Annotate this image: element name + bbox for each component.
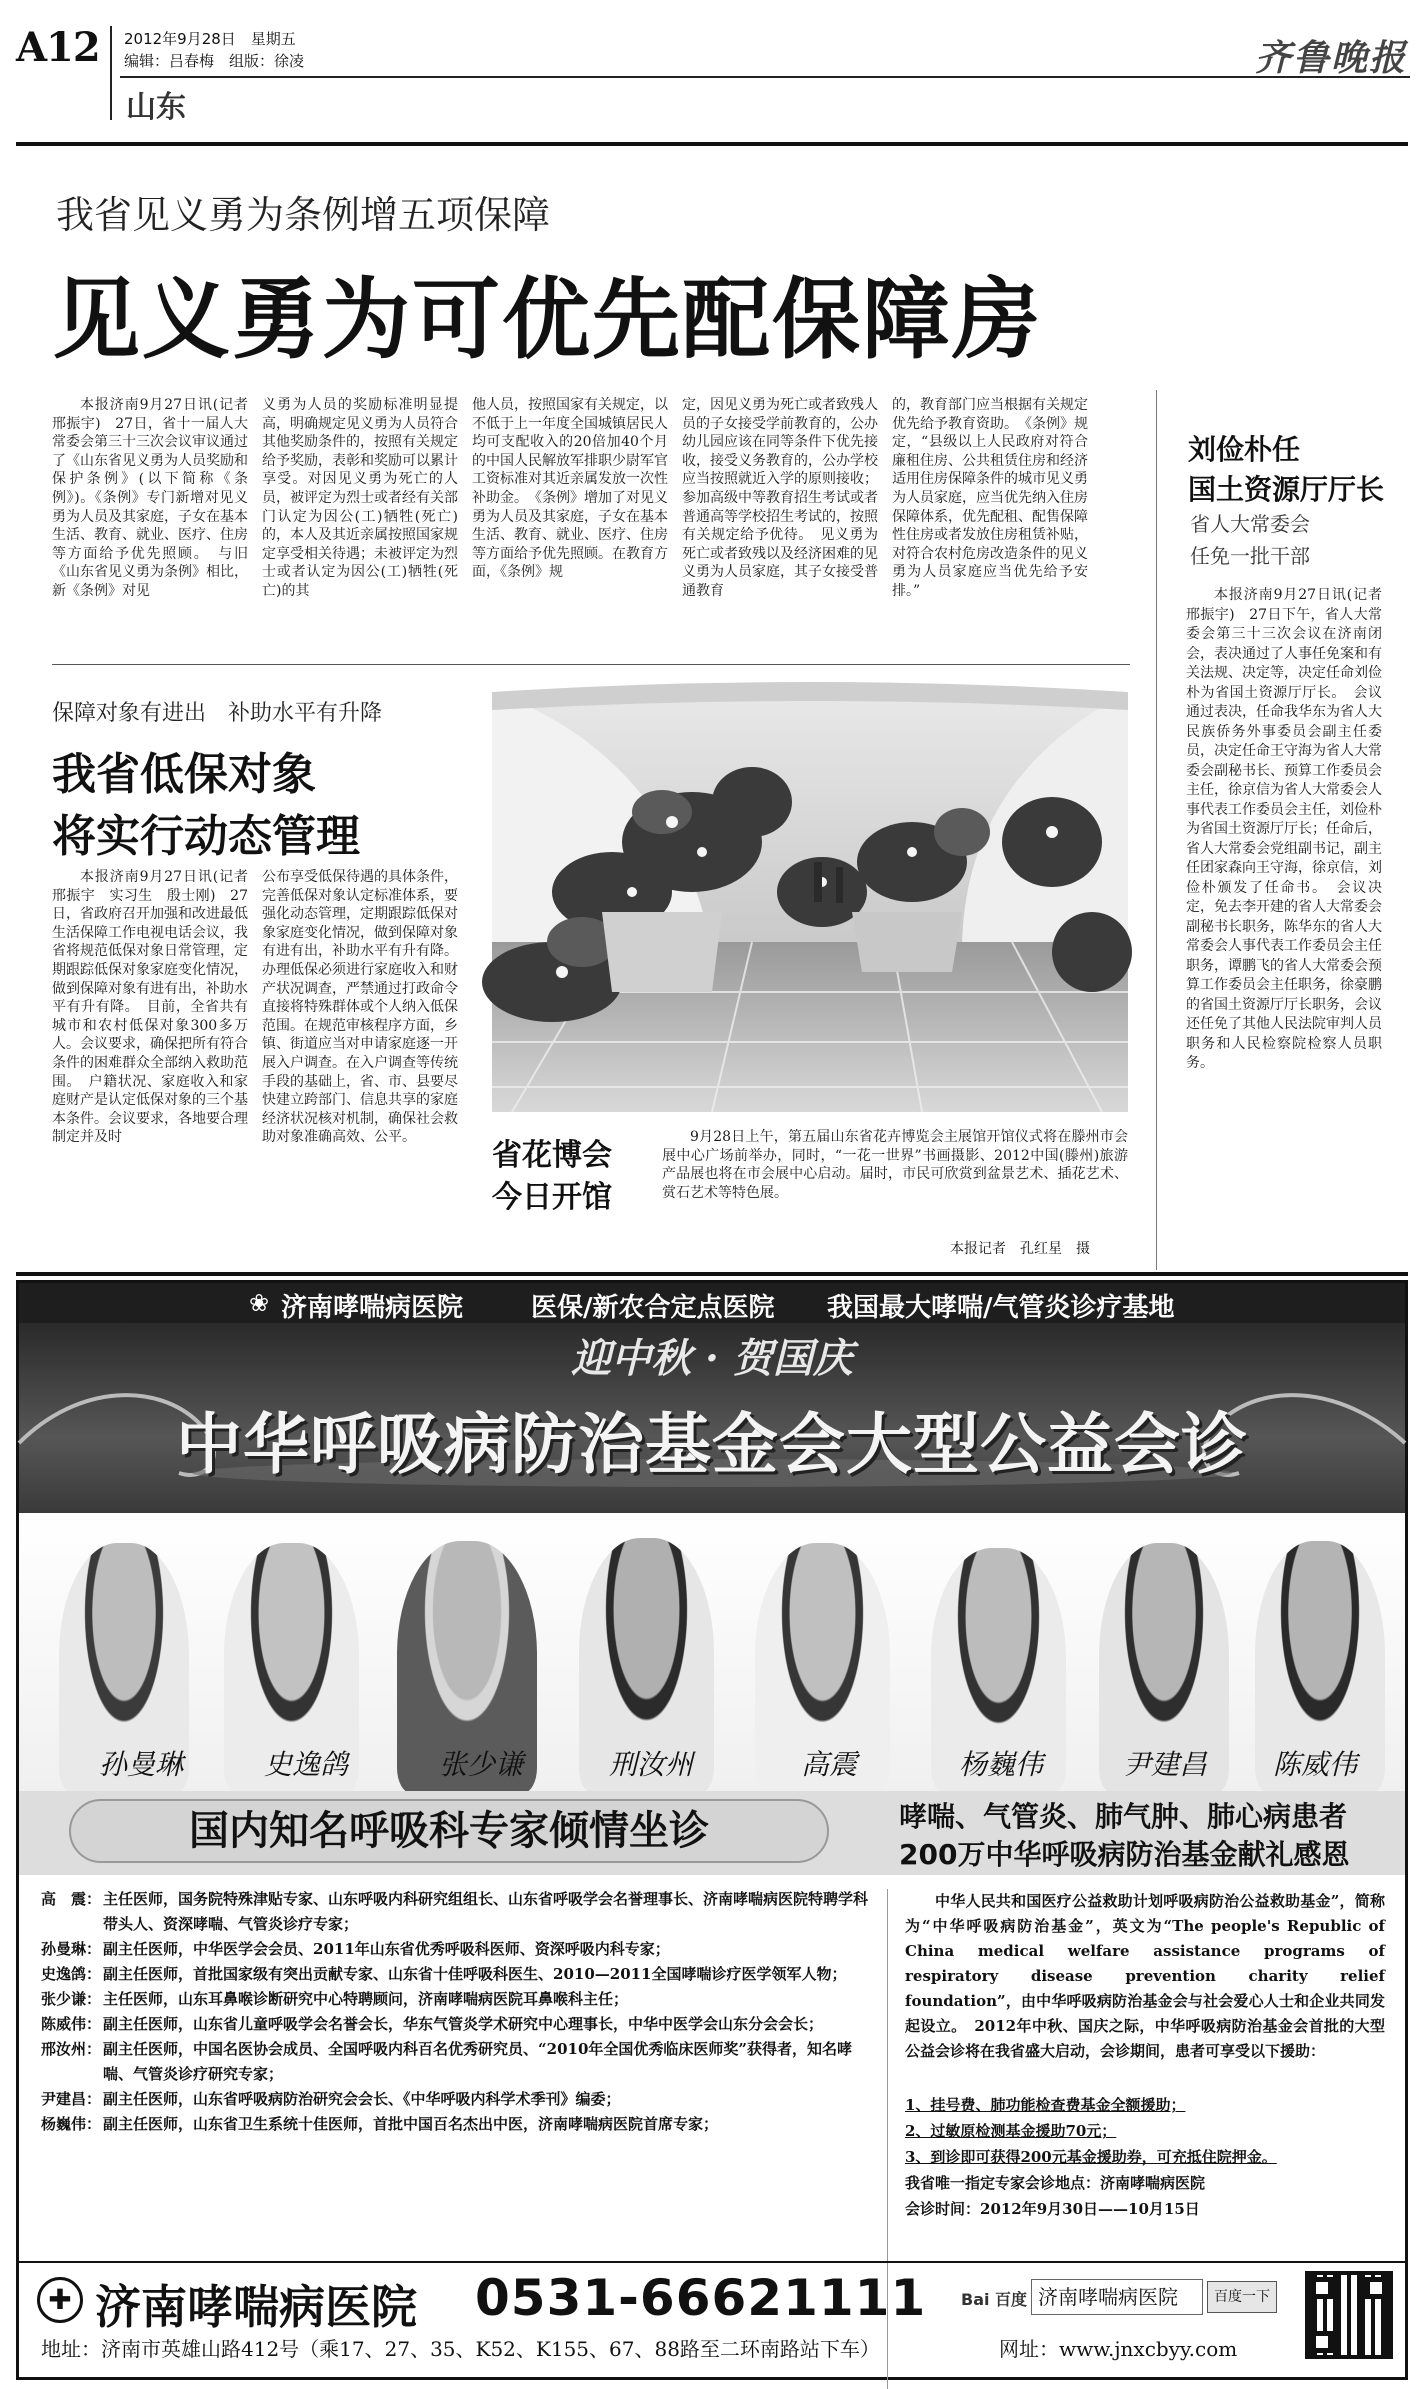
section-rule-bottom (16, 1272, 1408, 1276)
doctor-name-8: 陈威伟 (1273, 1748, 1358, 1781)
doctor-name-7: 尹建昌 (1123, 1748, 1208, 1781)
lead-headline: 见义勇为可优先配保障房 (52, 267, 1043, 371)
photo-credit: 本报记者 孔红星 摄 (950, 1241, 1090, 1257)
sidebar-headline-2: 国土资源厅厅长 (1188, 473, 1385, 506)
bio-text: 副主任医师，首批国家级有突出贡献专家、山东省十佳呼吸科医生、2010—2011全国哮喘诊疗医学领军人物； (103, 1965, 847, 1983)
footer-website: 网址：www.jnxcbyy.com (999, 2337, 1238, 2361)
sidebar-divider (1156, 390, 1157, 1270)
doctor-name-6: 杨巍伟 (959, 1748, 1044, 1781)
gift-line: 200万中华呼吸病防治基金献礼感恩 (899, 1838, 1350, 1871)
bio-name: 张少谦： (41, 1990, 102, 2008)
consult-time: 会诊时间：2012年9月30日——10月15日 (905, 2200, 1200, 2218)
bio-text: 主任医师，国务院特殊津贴专家、山东呼吸内科研究组组长、山东省呼吸学会名誉理事长、济南哮喘病医院特聘学科带头人、资深哮喘、气管炎诊疗专家； (103, 1890, 869, 1933)
bio-name: 高 震： (41, 1890, 102, 1908)
baidu-logo: Bai 百度 (961, 2290, 1028, 2309)
bio-name: 陈威伟： (41, 2015, 102, 2033)
search-button[interactable]: 百度一下 (1207, 2281, 1277, 2313)
dibao-headline-2: 将实行动态管理 (52, 811, 360, 862)
bio-row (41, 1962, 871, 1987)
bio-name: 杨巍伟： (41, 2115, 102, 2133)
sidebar-headline-1: 刘俭朴任 (1188, 433, 1301, 466)
experts-banner (69, 1799, 829, 1863)
experts-banner-text: 国内知名呼吸科专家倾情坐诊 (189, 1808, 709, 1854)
footer-hospital-name: 济南哮喘病医院 (95, 2280, 417, 2334)
hospital-advertisement (16, 1280, 1408, 2380)
bio-text: 主任医师，山东耳鼻喉诊断研究中心特聘顾问，济南哮喘病医院耳鼻喉科主任； (103, 1990, 629, 2008)
qr-finder-2 (1365, 2277, 1387, 2299)
dibao-kicker: 保障对象有进出 补助水平有升降 (52, 701, 383, 726)
bio-text: 副主任医师，山东省呼吸病防治研究会会长、《中华呼吸内科学术季刊》编委； (103, 2090, 621, 2108)
search-box[interactable] (1031, 2279, 1203, 2315)
dibao-headline-1: 我省低保对象 (52, 749, 316, 800)
bio-text: 副主任医师，山东省卫生系统十佳医师，首批中国百名杰出中医，济南哮喘病医院首席专家； (103, 2115, 719, 2133)
qr-finder-3 (1311, 2331, 1333, 2353)
bio-row (41, 1987, 871, 2012)
lead-column-3: 他人员，按照国家有关规定，以不低于上一年度全国城镇居民人均可支配收入的20倍加40个月的中国人民解放军排职少尉军官工资标准对其近亲属发放一次性补助金。 《条例》增加了对见义勇为人员及其家庭，子女在基本生活、教育、就业、医疗、住房等方面给予优先照顾。在教育方面，《条例》规 (472, 397, 668, 581)
ad-main-title: 中华呼吸病防治基金会大型公益会诊 (176, 1406, 1248, 1483)
bio-row (41, 1937, 871, 1962)
section-rule-top (16, 142, 1408, 146)
doctor-name-2: 史逸鸽 (264, 1748, 349, 1781)
bio-row (41, 2087, 871, 2112)
bio-text: 副主任医师，中华医学会会员、2011年山东省优秀呼吸科医师、资深呼吸内科专家； (103, 1940, 670, 1958)
editor-line: 编辑：吕春梅 组版：徐凌 (124, 52, 305, 70)
lead-column-2: 义勇为人员的奖励标准明显提高，明确规定见义勇为人员符合其他奖励条件的，按照有关规定给予奖励，表彰和奖励可以累计享受。对因见义勇为死亡的人员，被评定为烈士或者经有关部门认定为因公(工)牺牲(死亡)的，本人及其近亲属按照国家规定享受相关待遇；未被评定为烈士或者认定为因公(工)牺牲(死亡)的其 (262, 397, 458, 599)
fund-description: 中华人民共和国医疗公益救助计划呼吸病防治公益救助基金”，简称为“中华呼吸病防治基金”，英文为“The people's Republic of China medical welfare assistance programs of respiratory disease prevention charity relief foundation”，由中华呼吸病防治基金会与社会爱心人士和企业共同发起设立。 2012年中秋、国庆之际，中华呼吸病防治基金会首批的大型公益会诊将在我省盛大启动，会诊期间，患者可享受以下援助： (905, 1892, 1385, 2060)
sidebar-body: 本报济南9月27日讯(记者 邢振宇) 27日下午，省人大常委会第三十三次会议在济南闭会，表决通过了人事任免案和有关法规、决定等，决定任命刘俭朴为省国土资源厅厅长。 会议通过表决，任命我华东为省人大民族侨务外事委员会副主任委员，决定任命王守海为省人大常委会副秘书长、预算工作委员会主任，徐京信为省人大常委会人事代表工作委员会主任，刘俭朴为省国土资源厅厅长；任命后，省人大常委会党组副书记，副主任团家森向王守海，徐京信，刘俭朴颁发了任命书。 会议决定，免去李开建的省人大常委会副秘书长职务，陈华东的省人大常委会人事代表工作委员会主任职务，谭鹏飞的省人大常委会预算工作委员会主任职务，徐豪鹏的省国土资源厅厅长职务，会议还任免了其他人民法院审判人员职务和人民检察院检察人员职务。 (1186, 587, 1396, 1071)
doctor-name-3: 张少谦 (439, 1748, 524, 1781)
doctor-name-5: 高震 (801, 1748, 858, 1781)
footer-address: 地址：济南市英雄山路412号（乘17、27、35、K52、K155、67、88路至二环南路站下车） (41, 2337, 880, 2361)
bio-name: 史逸鸽： (41, 1965, 102, 1983)
footer-phone: 0531-66621111 (475, 2269, 927, 2327)
page-header (0, 0, 1417, 130)
lead-column-5: 的，教育部门应当根据有关规定优先给予教育资助。 《条例》规定，“县级以上人民政府对符合廉租住房、公共租赁住房和经济适用住房保障条件的城市见义勇为人员家庭，应当优先纳入住房保障体系，优先配租、配售保障性住房或者发放住房租赁补贴，对符合农村危房改造条件的见义勇为人员家庭应当优先给予安排。” (892, 397, 1088, 599)
header-divider-vertical (110, 26, 112, 120)
qr-code-icon (1305, 2271, 1393, 2359)
sidebar-subhead-2: 任免一批干部 (1190, 544, 1310, 568)
lead-kicker: 我省见义勇为条例增五项保障 (56, 193, 551, 237)
photo-caption-title-2: 今日开馆 (492, 1180, 612, 1215)
header-rule (120, 76, 1410, 78)
patients-line: 哮喘、气管炎、肺气肿、肺心病患者 (899, 1800, 1348, 1833)
bio-row (41, 2112, 871, 2137)
bio-name: 尹建昌： (41, 2090, 102, 2108)
ad-top-ornament-icon: ❀ (249, 1289, 270, 1317)
ad-top-band-hospital: 济南哮喘病医院 (281, 1293, 464, 1323)
lead-bottom-rule (52, 664, 1130, 665)
flower-expo-photo-drawing (492, 692, 1128, 1112)
qr-finder-1 (1311, 2277, 1333, 2299)
search-box-text: 济南哮喘病医院 (1038, 2285, 1178, 2309)
bio-name: 孙曼琳： (41, 1940, 102, 1958)
perk-1: 1、挂号费、肺功能检查费基金全额援助； (905, 2096, 1186, 2114)
ad-top-band-base: 我国最大哮喘/气管炎诊疗基地 (827, 1293, 1175, 1323)
lead-column-1: 本报济南9月27日讯(记者 邢振宇) 27日，省十一届人大常委会第三十三次会议审议通过了《山东省见义勇为人员奖励和保护条例》(以下简称《条例》)。《条例》专门新增对见义勇为人员及其家庭，子女在基本生活、教育、就业、医疗、住房等方面给予优先照顾。 与旧《山东省见义勇为条例》相比，新《条例》对见 (52, 397, 262, 599)
hospital-logo-icon: ✚ (37, 2277, 83, 2323)
photo-caption-text: 9月28日上午，第五届山东省花卉博览会主展馆开馆仪式将在滕州市会展中心广场前举办，同时，“一花一世界”书画摄影、2012中国(滕州)旅游产品展也将在市会展中心启动。届时，市民可欣赏到盆景艺术、插花艺术、赏石艺术等特色展。 (662, 1129, 1128, 1201)
consult-venue: 我省唯一指定专家会诊地点：济南哮喘病医院 (905, 2174, 1206, 2192)
section-label: 山东 (126, 90, 186, 125)
bio-name: 邢汝州： (41, 2040, 102, 2058)
bio-row (41, 2012, 871, 2037)
perk-3: 3、到诊即可获得200元基金援助券，可充抵住院押金。 (905, 2148, 1277, 2166)
doctor-bios (41, 1887, 871, 2137)
bio-text: 副主任医师，山东省儿童呼吸学会名誉会长，华东气管炎学术研究中心理事长，中华中医学会山东分会会长； (103, 2015, 824, 2033)
date-line: 2012年9月28日 星期五 (124, 30, 296, 48)
bio-row (41, 1887, 871, 1937)
ad-festive-greeting: 迎中秋 · 贺国庆 (571, 1335, 853, 1382)
bio-text: 副主任医师，中国名医协会成员、全国呼吸内科百名优秀研究员、“2010年全国优秀临床医师奖”获得者，知名哮喘、气管炎诊疗研究专家； (103, 2040, 853, 2083)
doctor-name-4: 刑汝州 (609, 1748, 694, 1781)
page-number: A12 (16, 24, 100, 71)
ad-top-band-insurance: 医保/新农合定点医院 (531, 1293, 775, 1323)
dibao-column-1: 本报济南9月27日讯(记者 邢振宇 实习生 殷士刚) 27日，省政府召开加强和改进最低生活保障工作电视电话会议，我省将规范低保对象日常管理，定期跟踪低保对象家庭变化情况，做到保障对象有进有出，补助水平有升有降。 目前，全省共有城市和农村低保对象300多万人。会议要求，确保把所有符合条件的困难群众全部纳入救助范围。 户籍状况、家庭收入和家庭财产是认定低保对象的三个基本条件。会议要求，各地要合理制定并及时 (52, 869, 262, 1146)
flower-expo-photo (492, 692, 1128, 1112)
sidebar-subhead-1: 省人大常委会 (1190, 512, 1310, 536)
masthead-logo: 齐鲁晚报 (1255, 37, 1408, 79)
doctor-name-1: 孙曼琳 (99, 1748, 184, 1781)
perk-2: 2、过敏原检测基金援助70元； (905, 2122, 1117, 2140)
ad-footer-rule (19, 2261, 1405, 2263)
lead-column-4: 定，因见义勇为死亡或者致残人员的子女接受学前教育的，公办幼儿园应该在同等条件下优先接收，接受义务教育的，公办学校应当按照就近入学的原则接收；参加高级中等教育招生考试或者普通高等学校招生考试的，按照有关规定给予优待。 见义勇为死亡或者致残以及经济困难的见义勇为人员家庭，其子女接受普通教育 (682, 397, 878, 599)
dibao-column-2: 公布享受低保待遇的具体条件，完善低保对象认定标准体系，要强化动态管理，定期跟踪低保对象家庭变化情况，做到保障对象有进有出，补助水平有升有降。办理低保必须进行家庭收入和财产状况调查，严禁通过打政命令直接将特殊群体或个人纳入低保范围。在规范审核程序方面，乡镇、街道应当对申请家庭逐一开展入户调查。在入户调查等传统手段的基础上，省、市、县要尽快建立跨部门、信息共享的家庭经济状况核对机制，确保社会救助对象准确高效、公平。 (262, 869, 458, 1146)
bio-row (41, 2037, 871, 2087)
photo-caption-title-1: 省花博会 (492, 1138, 612, 1173)
